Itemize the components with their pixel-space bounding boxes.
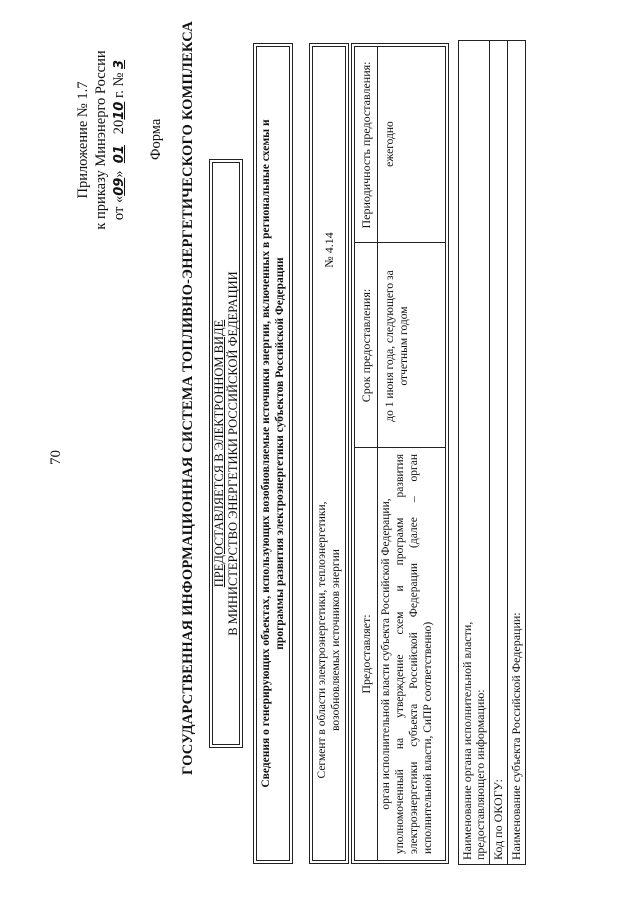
appendix-block [74, 30, 129, 250]
column-divider [377, 242, 445, 243]
segment-text [313, 420, 345, 860]
segment-line2: возобновляемых источников энергии [330, 549, 342, 731]
info-title-box [256, 46, 290, 861]
handwritten-number: 3 [112, 59, 127, 69]
footer-divider [507, 41, 508, 864]
deadline-cell: до 1 июня года, следующего за отчетным годом [384, 270, 410, 422]
header-periodicity: Периодичность предоставления: [359, 61, 373, 229]
column-divider [377, 447, 445, 448]
appendix-date-line: от «09» 01 2010 г. № 3 [111, 59, 127, 221]
main-title: ГОСУДАРСТВЕННАЯ ИНФОРМАЦИОННАЯ СИСТЕМА ТОПЛИВНО-ЭНЕРГЕТИЧЕСКОГО КОМПЛЕКСА [180, 21, 196, 775]
info-title-line2: программы развития электроэнергетики субъектов Российской Федерации [274, 257, 286, 650]
okogu-label: Код по ОКОГУ: [491, 779, 505, 860]
appendix-title: Приложение № 1.7 [75, 81, 91, 199]
segment-line1: Сегмент в области электроэнергетики, теплоэнергетики, [316, 501, 328, 779]
submission-line2: В МИНИСТЕРСТВО ЭНЕРГЕТИКИ РОССИЙСКОЙ ФЕДЕРАЦИИ [226, 271, 240, 636]
submission-line1: ПРЕДОСТАВЛЯЕТСЯ В ЭЛЕКТРОННОМ ВИДЕ [212, 319, 226, 588]
header-deadline: Срок предоставления: [355, 242, 377, 448]
info-title-line1: Сведения о генерирующих объектах, использующих возобновляемые источники энергии, включенных в региональные схемы и [260, 119, 272, 788]
page-number: 70 [48, 450, 64, 465]
footer-divider [489, 41, 490, 864]
appendix-order-ref: к приказу Минэнерго России [93, 50, 109, 230]
handwritten-month: 01 [112, 145, 127, 164]
form-label: Форма [148, 118, 164, 160]
subject-name-label: Наименование субъекта Российской Федерации: [509, 612, 523, 860]
segment-box [312, 46, 346, 861]
submission-box [212, 162, 240, 745]
handwritten-day: 09 [112, 177, 127, 196]
provision-table [354, 46, 446, 861]
periodicity-cell: ежегодно [384, 121, 396, 167]
table-header-row [355, 47, 378, 860]
handwritten-year: 10 [112, 101, 127, 120]
org-name-label: Наименование органа исполнительной власти, предоставляющего информацию: [460, 621, 487, 860]
footer-box [458, 40, 526, 865]
segment-number: № 4.14 [322, 232, 336, 268]
provider-cell: орган исполнительной власти субъекта Российской Федерации, уполномоченный на утверждение схем и программ развития электроэнергетики субъекта Российской Федерации (далее – орган исполнительной власти, СиПР соответственно) [380, 454, 434, 854]
header-provider: Предоставляет: [355, 447, 377, 860]
table-row [377, 47, 445, 860]
